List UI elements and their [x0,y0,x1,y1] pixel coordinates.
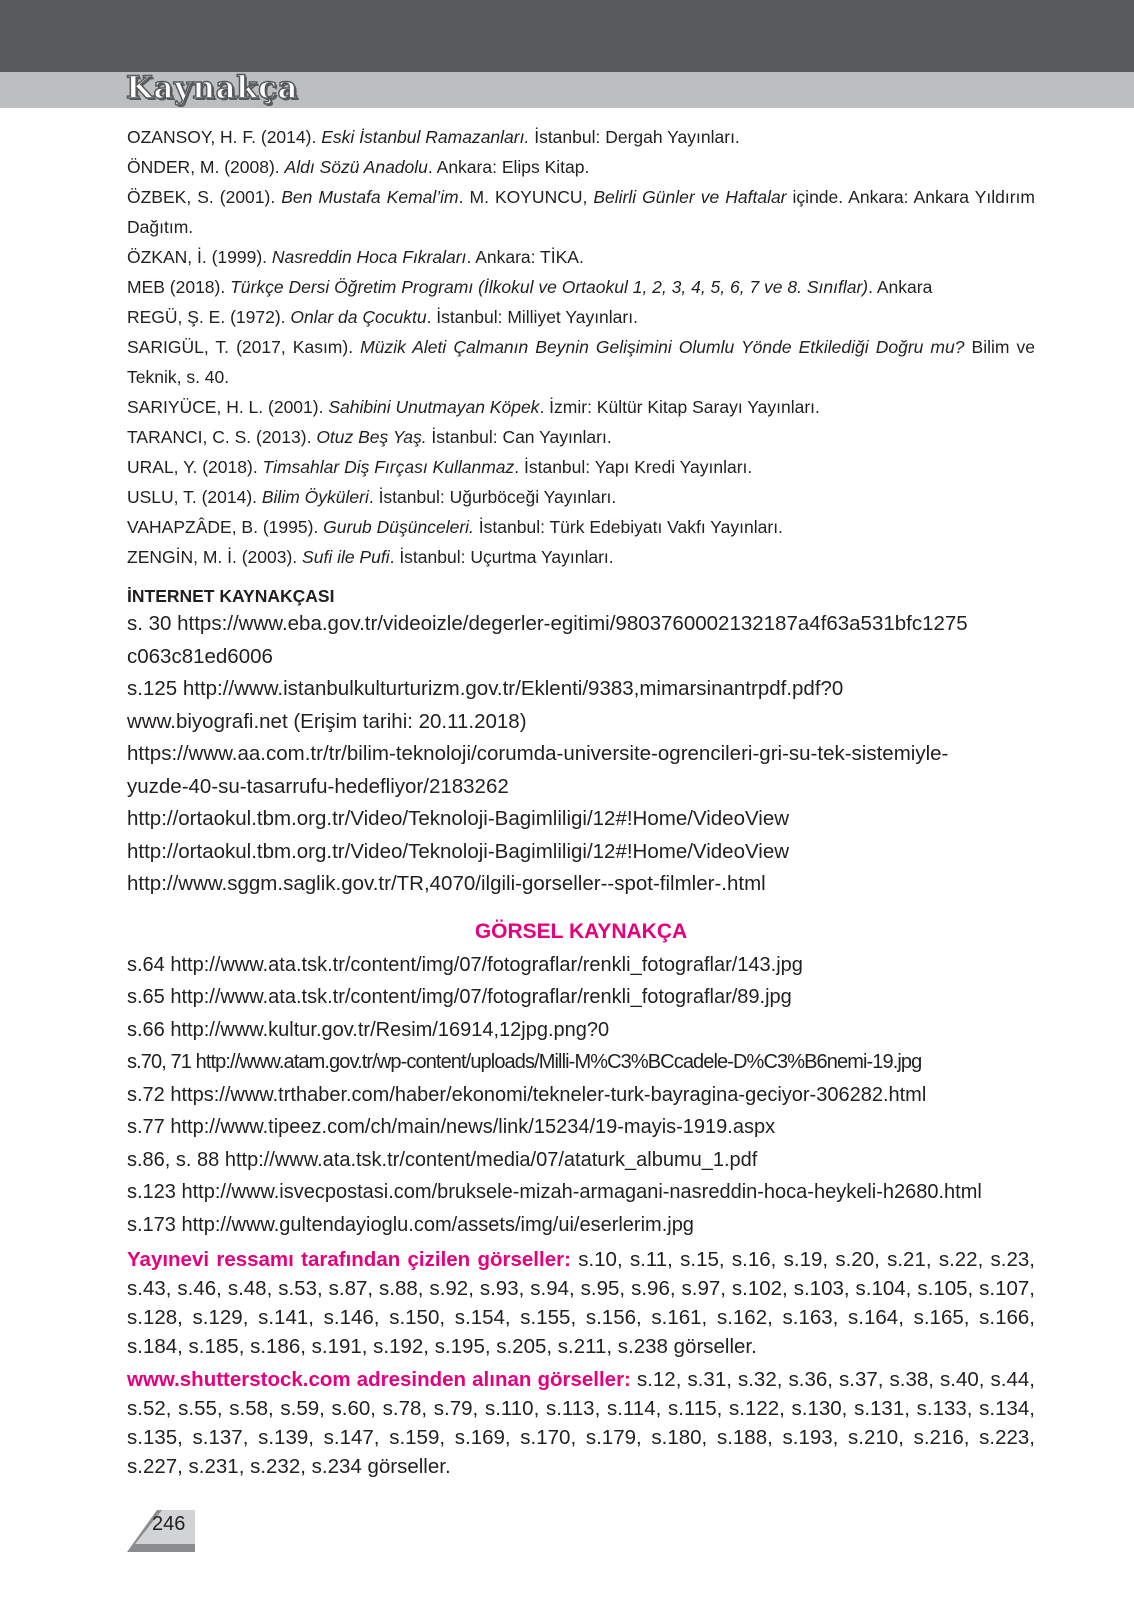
internet-reference-line: http://ortaokul.tbm.org.tr/Video/Teknoloji-Bagimliligi/12#!Home/VideoView [127,839,790,863]
reference-text: ÖZKAN, İ. (1999). [127,247,272,267]
reference-title: Bilim Öyküleri [261,487,369,507]
reference-text: ÖNDER, M. (2008). [127,157,285,177]
reference-text: TARANCI, C. S. (2013). [127,427,317,447]
reference-text: . İstanbul: Yapı Kredi Yayınları. [514,457,753,477]
reference-text: . İstanbul: Milliyet Yayınları. [426,307,638,327]
gorsel-reference-line: s.123 http://www.isvecpostasi.com/bruksele-mizah-armagani-nasreddin-hoca-heykeli-h2680.html [127,1181,982,1203]
header-dark-band [0,0,1134,72]
reference-entry [127,452,1035,482]
reference-entry [127,332,1035,392]
reference-title: Nasreddin Hoca Fıkraları [271,247,467,267]
reference-entry [127,122,1035,152]
reference-text: URAL, Y. (2018). [127,457,263,477]
reference-text: . İzmir: Kültür Kitap Sarayı Yayınları. [539,397,820,417]
reference-entry [127,542,1035,572]
internet-heading: İNTERNET KAYNAKÇASI [127,586,335,606]
reference-entry [127,182,1035,242]
reference-text: . M. KOYUNCU, [458,187,594,207]
illustrator-pages: s.10, s.11, s.15, s.16, s.19, s.20, s.21, s.22, s.23, s.43, s.46, s.48, s.53, s.87, s.88, s.92, s.93, s.94, s.95, s.96, s.97, s.102, s.103, s.104, s.105, s.107, s.128, s.129, s.141, s.146, s.150, s.154, s.155, s.156, s.161, s.162, s.163, s.164, s.165, s.166, s.184, s.185, s.186, s.191, s.192, s.195, s.205, s.211, s.238 görseller. [127,1248,1036,1358]
reference-text: ÖZBEK, S. (2001). [127,187,282,207]
reference-text: VAHAPZÂDE, B. (1995). [127,517,324,537]
illustrator-label: Yayınevi ressamı tarafından çizilen görseller: [127,1248,571,1271]
reference-title: Otuz Beş Yaş. [316,427,427,447]
reference-text: SARIGÜL, T. (2017, Kasım). [127,337,361,357]
reference-title: Türkçe Dersi Öğretim Programı (İlkokul ve Ortaokul 1, 2, 3, 4, 5, 6, 7 ve 8. Sınıflar) [230,277,869,297]
reference-title: Sahibini Unutmayan Köpek [328,397,540,417]
internet-reference-line: s.125 http://www.istanbulkulturturizm.gov.tr/Eklenti/9383,mimarsinantrpdf.pdf?0 [127,677,844,700]
reference-text: içinde. Ankara: Ankara Yıldırım Dağıtım. [127,187,1035,237]
gorsel-heading: GÖRSEL KAYNAKÇA [474,919,688,943]
internet-reference-line: yuzde-40-su-tasarrufu-hedefliyor/2183262 [127,774,509,798]
reference-text: İstanbul: Türk Edebiyatı Vakfı Yayınları. [473,517,783,537]
gorsel-reference-line: s.65 http://www.ata.tsk.tr/content/img/07/fotograflar/renkli_fotograflar/89.jpg [127,986,792,1008]
gorsel-reference-line: s.66 http://www.kultur.gov.tr/Resim/16914,12jpg.png?0 [127,1018,610,1041]
reference-text: Bilim ve Teknik, s. 40. [127,337,1036,387]
illustrator-paragraph [127,1245,1035,1361]
reference-text: ZENGİN, M. İ. (2003). [127,547,303,567]
reference-entry [127,242,1035,272]
gorsel-reference-line: s.173 http://www.gultendayioglu.com/assets/img/ui/eserlerim.jpg [127,1213,694,1236]
internet-reference-line: https://www.aa.com.tr/tr/bilim-teknoloji/corumda-universite-ogrencileri-gri-su-tek-sistemiyle- [127,742,949,765]
page-title: Kaynakça [126,70,299,106]
reference-text: OZANSOY, H. F. (2014). [127,127,322,147]
reference-text: REGÜ, Ş. E. (1972). [127,307,291,327]
reference-title: Sufi ile Pufi [302,547,390,567]
reference-title: Ben Mustafa Kemal’im [281,187,459,207]
reference-text: MEB (2018). [127,277,231,297]
reference-entry [127,482,1035,512]
reference-entry [127,272,1035,302]
shutterstock-paragraph [127,1365,1035,1481]
reference-entry [127,392,1035,422]
reference-title: Onlar da Çocuktu [290,307,427,327]
content [127,122,1035,1481]
reference-text: SARIYÜCE, H. L. (2001). [127,397,329,417]
internet-reference-line: s. 30 https://www.eba.gov.tr/videoizle/degerler-egitimi/9803760002132187a4f63a531bfc1275 [127,612,968,635]
page-number: 246 [152,1513,186,1535]
reference-text: İstanbul: Can Yayınları. [426,427,612,447]
gorsel-reference-line: s.77 http://www.tipeez.com/ch/main/news/link/15234/19-mayis-1919.aspx [127,1116,776,1138]
gorsel-reference-line: s.70, 71 http://www.atam.gov.tr/wp-content/uploads/Milli-M%C3%BCcadele-D%C3%B6nemi-19.jpg [127,1051,922,1073]
reference-text: . Ankara: TİKA. [466,247,584,267]
reference-text: . İstanbul: Uçurtma Yayınları. [389,547,614,567]
reference-title: Aldı Sözü Anadolu [284,157,428,177]
shutterstock-label: www.shutterstock.com adresinden alınan görseller: [127,1368,631,1391]
reference-list [127,122,1035,572]
reference-entry [127,152,1035,182]
reference-text: İstanbul: Dergah Yayınları. [529,127,740,147]
gorsel-reference-line: s.86, s. 88 http://www.ata.tsk.tr/content/media/07/ataturk_albumu_1.pdf [127,1148,758,1171]
shutterstock-pages: s.12, s.31, s.32, s.36, s.37, s.38, s.40, s.44, s.52, s.55, s.58, s.59, s.60, s.78, s.79, s.110, s.113, s.114, s.115, s.122, s.130, s.131, s.133, s.134, s.135, s.137, s.139, s.147, s.159, s.169, s.170, s.179, s.180, s.188, s.193, s.210, s.216, s.223, s.227, s.231, s.232, s.234 görseller. [127,1368,1035,1478]
reference-entry [127,302,1035,332]
internet-reference-list [127,608,1035,901]
gorsel-reference-line: s.72 https://www.trthaber.com/haber/ekonomi/tekneler-turk-bayragina-geciyor-306282.html [127,1083,927,1106]
reference-text: . Ankara: Elips Kitap. [427,157,590,177]
reference-title: Belirli Günler ve Haftalar [593,187,787,207]
reference-title: Timsahlar Diş Fırçası Kullanmaz [262,457,515,477]
reference-title: Müzik Aleti Çalmanın Beynin Gelişimini Olumlu Yönde Etkilediği Doğru mu? [360,337,965,357]
internet-reference-line: http://ortaokul.tbm.org.tr/Video/Teknoloji-Bagimliligi/12#!Home/VideoView [127,807,790,830]
reference-text: . Ankara [868,277,933,297]
reference-text: USLU, T. (2014). [127,487,262,507]
internet-reference-line: http://www.sggm.saglik.gov.tr/TR,4070/ilgili-gorseller--spot-filmler-.html [127,872,766,895]
internet-reference-line: www.biyografi.net (Erişim tarihi: 20.11.2018) [127,709,527,733]
reference-text: . İstanbul: Uğurböceği Yayınları. [368,487,617,507]
reference-title: Gurub Düşünceleri. [323,517,474,537]
gorsel-reference-list [127,949,1035,1242]
gorsel-reference-line: s.64 http://www.ata.tsk.tr/content/img/07/fotograflar/renkli_fotograflar/143.jpg [127,953,803,976]
reference-title: Eski İstanbul Ramazanları. [321,127,530,147]
internet-reference-line: c063c81ed6006 [127,644,273,668]
reference-entry [127,422,1035,452]
reference-entry [127,512,1035,542]
